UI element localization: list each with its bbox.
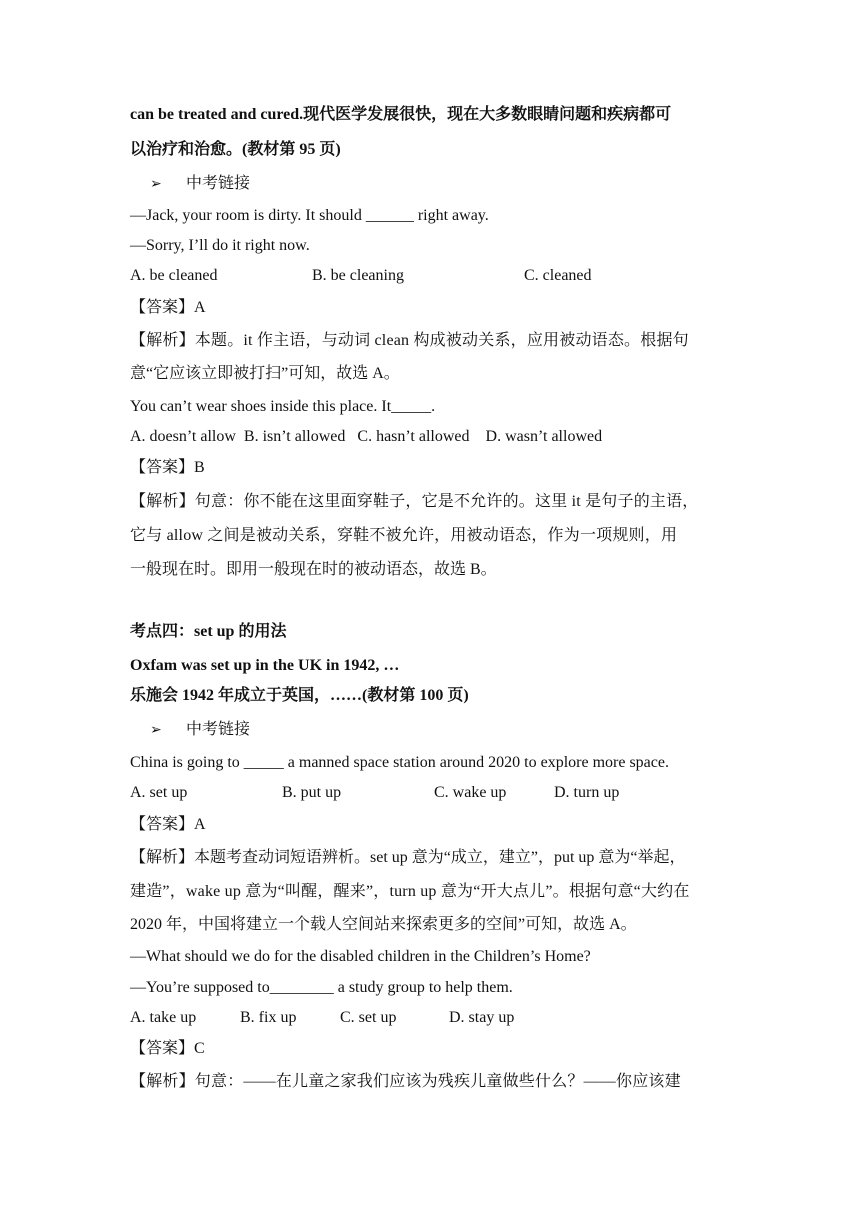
option-b: B. fix up <box>240 1009 297 1026</box>
bullet-item <box>150 720 250 741</box>
explanation-line: 一般现在时。即用一般现在时的被动语态，故选 B。 <box>130 561 497 578</box>
answer-line: 【答案】A <box>130 816 206 833</box>
option-a: A. be cleaned <box>130 267 218 284</box>
text-line: can be treated and cured.现代医学发展很快，现在大多数眼睛问题和疾病都可 <box>130 106 672 123</box>
explanation-line: 它与 allow 之间是被动关系，穿鞋不被允许，用被动语态，作为一项规则，用 <box>130 527 678 544</box>
explanation-line: 【解析】句意：你不能在这里面穿鞋子，它是不允许的。这里 it 是句子的主语， <box>130 493 699 510</box>
explanation-line: 【解析】本题考查动词短语辨析。set up 意为“成立，建立”，put up 意为“举起， <box>130 849 686 866</box>
options-row <box>130 266 592 286</box>
question-text: —What should we do for the disabled children in the Children’s Home? <box>130 948 591 965</box>
option-b: B. put up <box>282 784 342 801</box>
answer-line: 【答案】C <box>130 1040 205 1057</box>
section-label: 中考链接 <box>186 721 251 738</box>
answer-line: 【答案】A <box>130 299 206 316</box>
option-a: A. set up <box>130 784 188 801</box>
explanation-line: 2020 年，中国将建立一个载人空间站来探索更多的空间”可知，故选 A。 <box>130 916 637 933</box>
question-text: China is going to _____ a manned space station around 2020 to explore more space. <box>130 754 669 771</box>
options-row: A. doesn’t allow B. isn’t allowed C. hasn’t allowed D. wasn’t allowed <box>130 428 603 445</box>
explanation-line: 【解析】本题。it 作主语，与动词 clean 构成被动关系，应用被动语态。根据句 <box>130 332 689 349</box>
answer-line: 【答案】B <box>130 459 205 476</box>
option-c: C. set up <box>340 1009 397 1026</box>
question-text: You can’t wear shoes inside this place. It_____. <box>130 398 436 415</box>
option-b: B. be cleaning <box>312 267 404 284</box>
option-d: D. stay up <box>449 1009 515 1026</box>
bullet-item <box>150 174 250 195</box>
arrow-bullet-icon: ➢ <box>150 723 162 738</box>
text-line: 以治疗和治愈。(教材第 95 页) <box>130 141 341 158</box>
option-c: C. wake up <box>434 784 507 801</box>
arrow-bullet-icon: ➢ <box>150 177 162 192</box>
explanation-line: 【解析】句意：——在儿童之家我们应该为残疾儿童做些什么？——你应该建 <box>130 1073 681 1090</box>
question-text: —You’re supposed to________ a study group to help them. <box>130 979 513 996</box>
example-sentence: Oxfam was set up in the UK in 1942, … <box>130 657 400 674</box>
section-label: 中考链接 <box>186 175 251 192</box>
explanation-line: 意“它应该立即被打扫”可知，故选 A。 <box>130 365 400 382</box>
options-row <box>130 1008 514 1028</box>
option-d: D. turn up <box>554 784 620 801</box>
option-a: A. take up <box>130 1009 197 1026</box>
options-row <box>130 783 619 803</box>
explanation-line: 建造”，wake up 意为“叫醒，醒来”，turn up 意为“开大点儿”。根据句意“大约在 <box>130 883 690 900</box>
question-text: —Sorry, I’ll do it right now. <box>130 237 310 254</box>
option-c: C. cleaned <box>524 267 592 284</box>
example-translation: 乐施会 1942 年成立于英国，……(教材第 100 页) <box>130 687 469 704</box>
question-text: —Jack, your room is dirty. It should ______ right away. <box>130 207 489 224</box>
section-heading: 考点四：set up 的用法 <box>130 623 287 640</box>
